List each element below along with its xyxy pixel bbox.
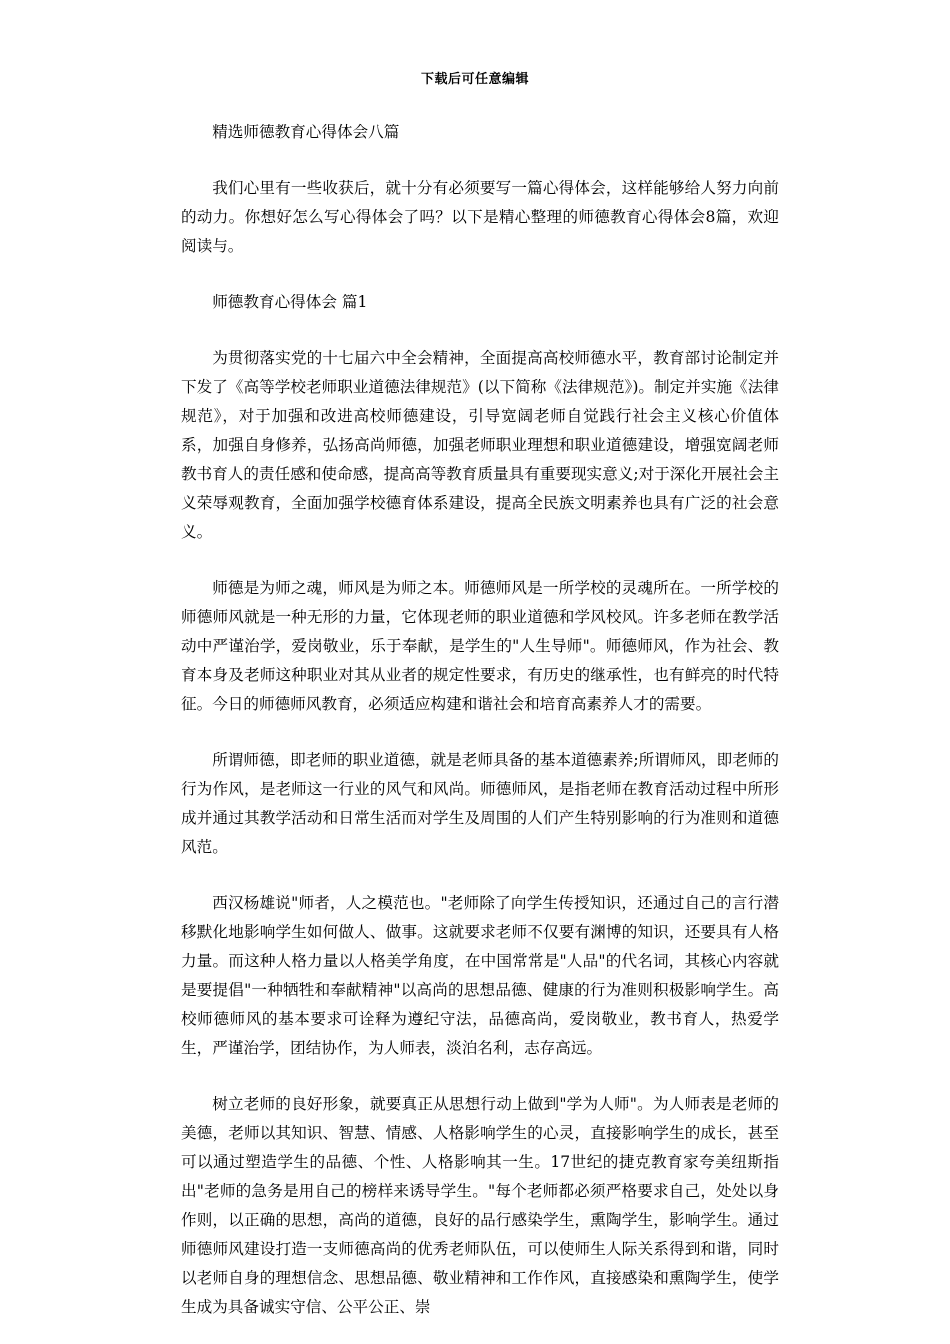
body-paragraph-3: 所谓师德，即老师的职业道德，就是老师具备的基本道德素养;所谓师风，即老师的行为作风，是老师这一行业的风气和风尚。师德师风，是指老师在教育活动过程中所形成并通过其教学活动和日常生活而对学生及周围的人们产生特别影响的行为准则和道德风范。 bbox=[181, 751, 779, 856]
section-heading: 师德教育心得体会 篇1 bbox=[212, 293, 368, 311]
document-title: 精选师德教育心得体会八篇 bbox=[212, 123, 400, 141]
header-note: 下载后可任意编辑 bbox=[420, 72, 529, 87]
body-paragraph-4: 西汉杨雄说"师者，人之模范也。"老师除了向学生传授知识，还通过自己的言行潜移默化地影响学生如何做人、做事。这就要求老师不仅要有渊博的知识，还要具有人格力量。而这种人格力量以人格美学角度，在中国常常是"人品"的代名词，其核心内容就是要提倡"一种牺牲和奉献精神"以高尚的思想品德、健康的行为准则积极影响学生。高校师德师风的基本要求可诠释为遵纪守法，品德高尚，爱岗敬业，教书育人，热爱学生，严谨治学，团结协作，为人师表，淡泊名利，志存高远。 bbox=[181, 894, 779, 1057]
body-paragraph-5: 树立老师的良好形象，就要真正从思想行动上做到"学为人师"。为人师表是老师的美德，老师以其知识、智慧、情感、人格影响学生的心灵，直接影响学生的成长，甚至可以通过塑造学生的品德、个性、人格影响其一生。17世纪的捷克教育家夸美纽斯指出"老师的急务是用自己的榜样来诱导学生。"每个老师都必须严格要求自己，处处以身作则，以正确的思想，高尚的道德，良好的品行感染学生，熏陶学生，影响学生。通过师德师风建设打造一支师德高尚的优秀老师队伍，可以使师生人际关系得到和谐，同时以老师自身的理想信念、思想品德、敬业精神和工作作风，直接感染和熏陶学生，使学生成为具备诚实守信、公平公正、崇 bbox=[181, 1095, 779, 1316]
body-paragraph-1: 为贯彻落实党的十七届六中全会精神，全面提高高校师德水平，教育部讨论制定并下发了《高等学校老师职业道德法律规范》(以下简称《法律规范》)。制定并实施《法律规范》，对于加强和改进高校师德建设，引导宽阔老师自觉践行社会主义核心价值体系，加强自身修养，弘扬高尚师德，加强老师职业理想和职业道德建设，增强宽阔老师教书育人的责任感和使命感，提高高等教育质量具有重要现实意义;对于深化开展社会主义荣辱观教育，全面加强学校德育体系建设，提高全民族文明素养也具有广泛的社会意义。 bbox=[181, 349, 779, 541]
document-body bbox=[181, 118, 779, 1344]
intro-paragraph: 我们心里有一些收获后，就十分有必须要写一篇心得体会，这样能够给人努力向前的动力。你想好怎么写心得体会了吗？以下是精心整理的师德教育心得体会8篇，欢迎阅读与。 bbox=[181, 179, 779, 255]
body-paragraph-2: 师德是为师之魂，师风是为师之本。师德师风是一所学校的灵魂所在。一所学校的师德师风就是一种无形的力量，它体现老师的职业道德和学风校风。许多老师在教学活动中严谨治学，爱岗敬业，乐于奉献，是学生的"人生导师"。师德师风，作为社会、教育本身及老师这种职业对其从业者的规定性要求，有历史的继承性，也有鲜亮的时代特征。今日的师德师风教育，必须适应构建和谐社会和培育高素养人才的需要。 bbox=[181, 579, 779, 713]
